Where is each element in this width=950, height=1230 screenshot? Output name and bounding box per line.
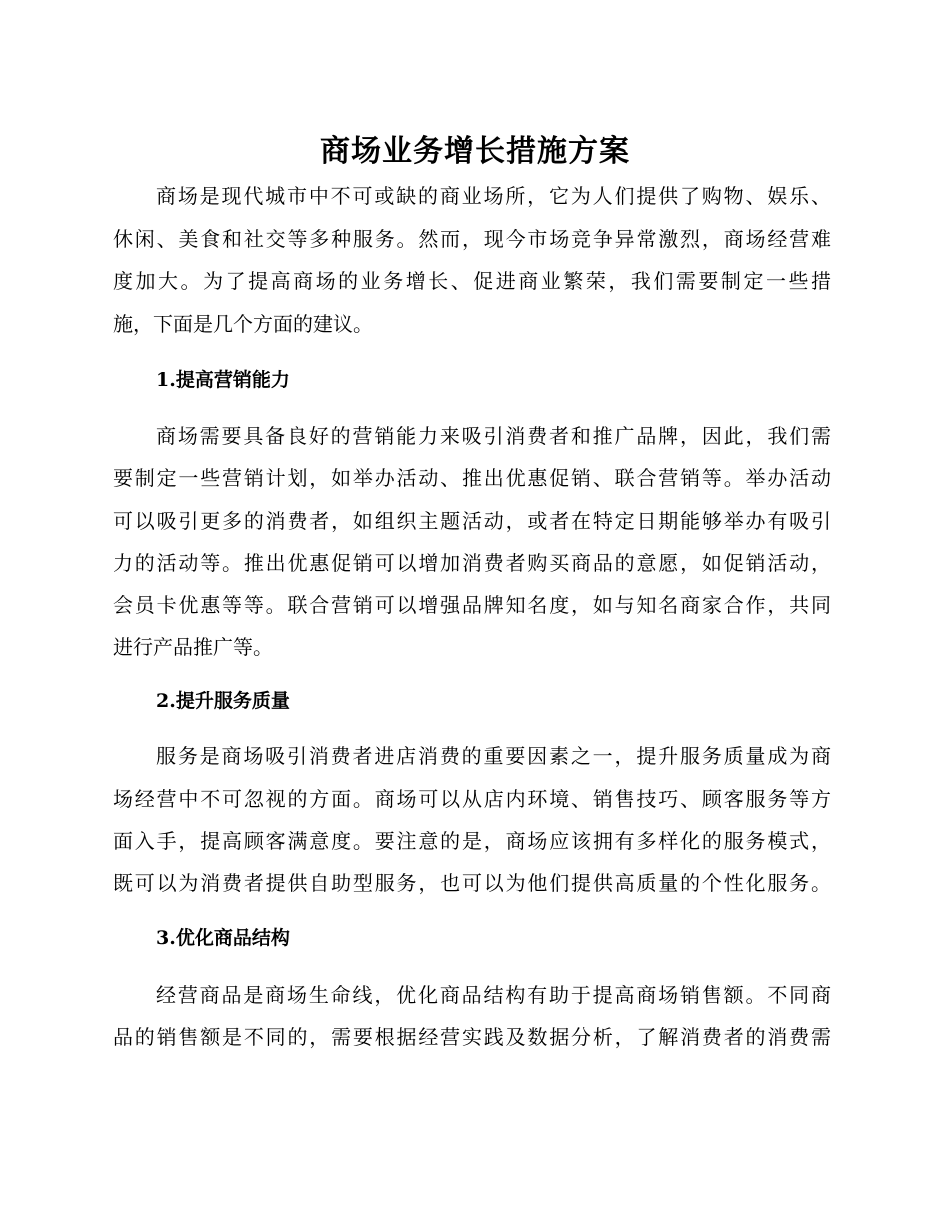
- section-2-line-2: 场经营中不可忽视的方面。商场可以从店内环境、销售技巧、顾客服务等方: [113, 787, 831, 811]
- intro-line-1: 商场是现代城市中不可或缺的商业场所，它为人们提供了购物、娱乐、: [156, 184, 831, 208]
- section-1-line-2: 要制定一些营销计划，如举办活动、推出优惠促销、联合营销等。举办活动: [113, 466, 831, 490]
- section-2-line-4: 既可以为消费者提供自助型服务，也可以为他们提供高质量的个性化服务。: [113, 871, 831, 895]
- section-1-line-1: 商场需要具备良好的营销能力来吸引消费者和推广品牌，因此，我们需: [156, 424, 831, 448]
- intro-line-4: 施，下面是几个方面的建议。: [113, 312, 373, 336]
- section-2-line-1: 服务是商场吸引消费者进店消费的重要因素之一，提升服务质量成为商: [156, 744, 831, 768]
- section-3-line-2: 品的销售额是不同的，需要根据经营实践及数据分析，了解消费者的消费需: [113, 1025, 831, 1049]
- intro-line-3: 度加大。为了提高商场的业务增长、促进商业繁荣，我们需要制定一些措: [113, 269, 831, 293]
- section-1-line-5: 会员卡优惠等等。联合营销可以增强品牌知名度，如与知名商家合作，共同: [113, 593, 831, 617]
- intro-line-2: 休闲、美食和社交等多种服务。然而，现今市场竞争异常激烈，商场经营难: [113, 227, 831, 251]
- section-1-line-3: 可以吸引更多的消费者，如组织主题活动，或者在特定日期能够举办有吸引: [113, 509, 831, 533]
- section-heading-3: 3.优化商品结构: [156, 927, 290, 949]
- section-3-line-1: 经营商品是商场生命线，优化商品结构有助于提高商场销售额。不同商: [156, 983, 831, 1007]
- section-heading-1: 1.提高营销能力: [156, 369, 290, 391]
- section-2-line-3: 面入手，提高顾客满意度。要注意的是，商场应该拥有多样化的服务模式，: [113, 829, 831, 853]
- document-title: 商场业务增长措施方案: [320, 134, 630, 169]
- section-heading-2: 2.提升服务质量: [156, 690, 290, 712]
- section-1-line-4: 力的活动等。推出优惠促销可以增加消费者购买商品的意愿，如促销活动，: [113, 551, 831, 575]
- section-1-line-6: 进行产品推广等。: [113, 635, 273, 659]
